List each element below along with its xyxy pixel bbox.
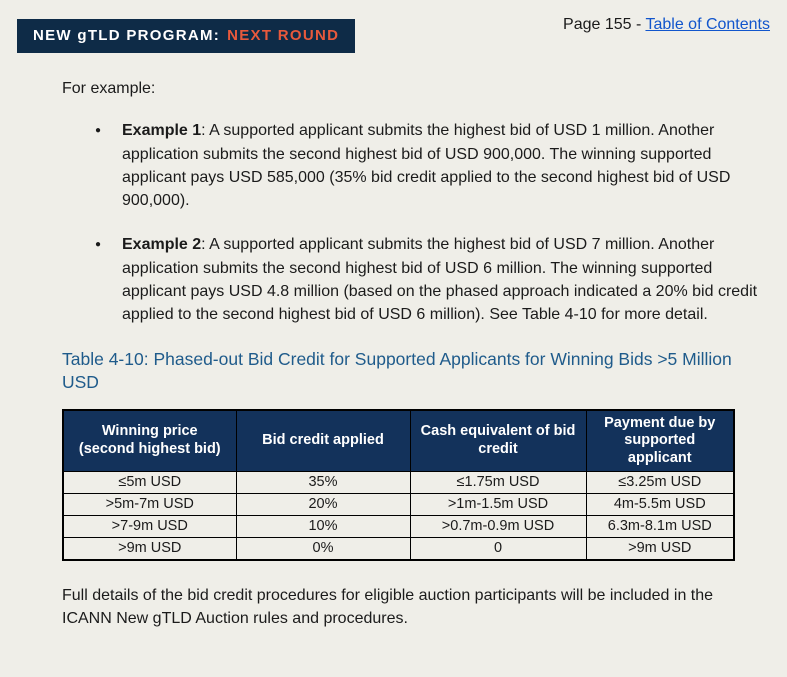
example-2-text	[122, 233, 765, 326]
table-row	[63, 494, 734, 516]
intro-paragraph: For example:	[62, 80, 156, 97]
table-caption: Table 4-10: Phased-out Bid Credit for Supported Applicants for Winning Bids >5 Million USD	[62, 348, 732, 393]
table-header-row	[63, 410, 734, 472]
cell-bid-credit: 10%	[236, 516, 410, 538]
list-item-example-1	[62, 119, 765, 212]
cell-bid-credit: 0%	[236, 538, 410, 561]
cell-payment-due: 6.3m-8.1m USD	[586, 516, 734, 538]
bullet-icon: ●	[95, 239, 102, 251]
column-header-cash-equivalent: Cash equivalent of bid credit	[410, 410, 586, 472]
cell-winning-price: ≤5m USD	[63, 472, 236, 494]
cell-winning-price: >9m USD	[63, 538, 236, 561]
page-number-label: Page 155 -	[563, 16, 646, 33]
example-2-body: : A supported applicant submits the highest bid of USD 7 million. Another application submits the second highest bid of USD 6 million. The winning supported applicant pays USD 4.8 million (based on the phased approach indicated a 20% bid credit applied to the second highest bid of USD 6 million). See Table 4-10 for more detail.	[122, 236, 758, 324]
table-of-contents-link[interactable]: Table of Contents	[645, 16, 770, 33]
example-1-text	[122, 119, 765, 212]
closing-paragraph: Full details of the bid credit procedures for eligible auction participants will be included in the ICANN New gTLD Auction rules and procedures.	[62, 587, 714, 628]
cell-cash-equivalent: >0.7m-0.9m USD	[410, 516, 586, 538]
program-banner-title: NEW gTLD PROGRAM:	[33, 27, 221, 44]
program-banner	[17, 19, 355, 53]
bid-credit-table	[62, 409, 735, 562]
cell-cash-equivalent: 0	[410, 538, 586, 561]
table-row	[63, 538, 734, 561]
cell-bid-credit: 20%	[236, 494, 410, 516]
table-row	[63, 516, 734, 538]
cell-payment-due: ≤3.25m USD	[586, 472, 734, 494]
page-reference	[563, 16, 770, 34]
table-row	[63, 472, 734, 494]
column-header-bid-credit: Bid credit applied	[236, 410, 410, 472]
column-header-winning-price: Winning price (second highest bid)	[63, 410, 236, 472]
program-banner-highlight: NEXT ROUND	[227, 27, 340, 44]
cell-winning-price: >5m-7m USD	[63, 494, 236, 516]
cell-winning-price: >7-9m USD	[63, 516, 236, 538]
cell-bid-credit: 35%	[236, 472, 410, 494]
example-1-label: Example 1	[122, 122, 202, 140]
document-body	[62, 77, 765, 631]
list-item-example-2	[62, 233, 765, 326]
column-header-payment-due: Payment due by supported applicant	[586, 410, 734, 472]
example-2-label: Example 2	[122, 236, 202, 254]
cell-cash-equivalent: ≤1.75m USD	[410, 472, 586, 494]
cell-payment-due: >9m USD	[586, 538, 734, 561]
example-1-body: : A supported applicant submits the highest bid of USD 1 million. Another application submits the second highest bid of USD 900,000. The winning supported applicant pays USD 585,000 (35% bid credit applied to the second highest bid of USD 900,000).	[122, 122, 731, 210]
bullet-icon: ●	[95, 125, 102, 137]
cell-payment-due: 4m-5.5m USD	[586, 494, 734, 516]
cell-cash-equivalent: >1m-1.5m USD	[410, 494, 586, 516]
